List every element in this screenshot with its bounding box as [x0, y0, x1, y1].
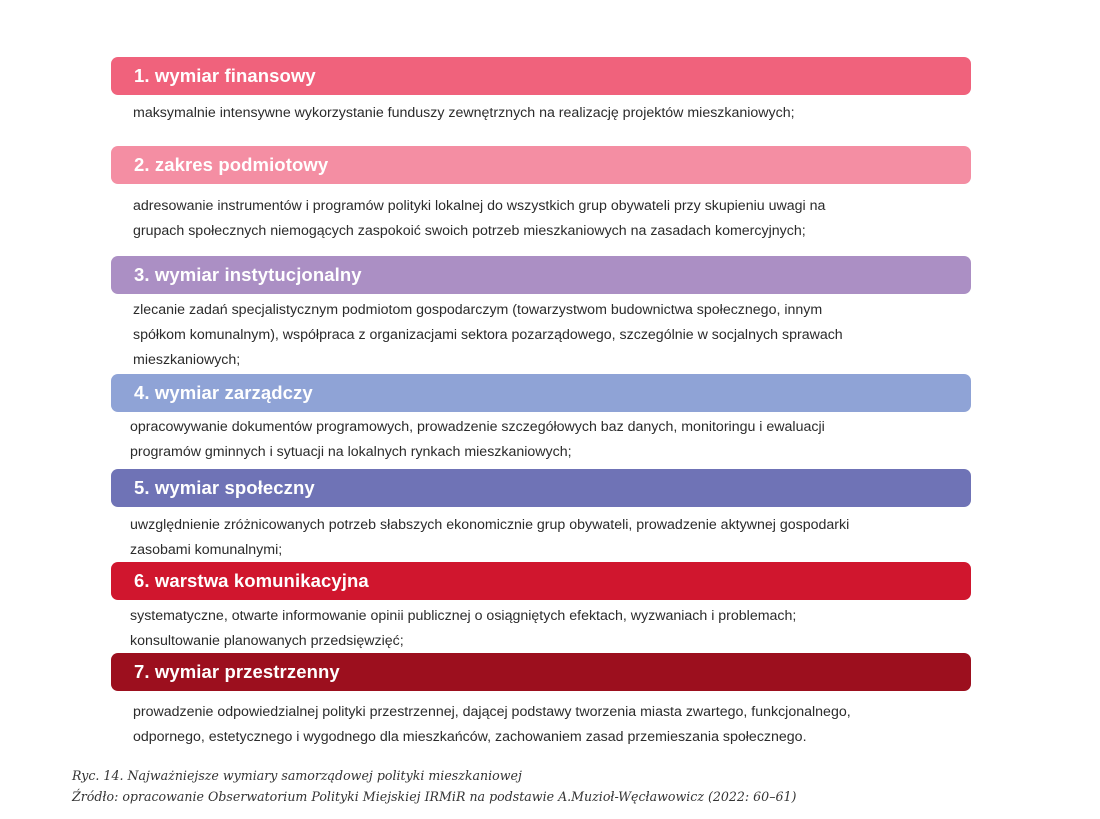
description-line: maksymalnie intensywne wykorzystanie funduszy zewnętrznych na realizację projektów mieszkaniowych;	[133, 105, 795, 121]
dimension-description-5	[111, 513, 971, 563]
description-line: prowadzenie odpowiedzialnej polityki przestrzennej, dającej podstawy tworzenia miasta zwartego, funkcjonalnego,	[133, 704, 851, 720]
description-line: konsultowanie planowanych przedsięwzięć;	[130, 633, 404, 649]
description-line: odpornego, estetycznego i wygodnego dla mieszkańców, zachowaniem zasad przemieszania społecznego.	[133, 729, 807, 745]
figure-source: Źródło: opracowanie Obserwatorium Polityki Miejskiej IRMiR na podstawie A.Muzioł-Węcławowicz (2022: 60–61)	[72, 789, 797, 804]
dimension-description-3	[111, 298, 971, 373]
dimension-header-7: 7. wymiar przestrzenny	[111, 653, 971, 691]
description-line: opracowywanie dokumentów programowych, prowadzenie szczegółowych baz danych, monitoringu i ewaluacji	[130, 419, 825, 435]
dimension-header-6: 6. warstwa komunikacyjna	[111, 562, 971, 600]
dimension-header-4: 4. wymiar zarządczy	[111, 374, 971, 412]
dimension-header-5: 5. wymiar społeczny	[111, 469, 971, 507]
description-line: zasobami komunalnymi;	[130, 542, 283, 558]
dimension-description-6	[111, 604, 971, 654]
dimension-description-4	[111, 415, 971, 465]
description-line: grupach społecznych niemogących zaspokoić swoich potrzeb mieszkaniowych na zasadach komercyjnych;	[133, 223, 806, 239]
description-line: uwzględnienie zróżnicowanych potrzeb słabszych ekonomicznie grup obywateli, prowadzenie aktywnej gospodarki	[130, 517, 850, 533]
description-line: spółkom komunalnym), współpraca z organizacjami sektora pozarządowego, szczególnie w socjalnych sprawach	[133, 327, 843, 343]
figure-caption: Ryc. 14. Najważniejsze wymiary samorządowej polityki mieszkaniowej	[72, 768, 522, 783]
dimension-description-1	[111, 101, 971, 126]
dimension-description-2	[111, 194, 971, 244]
dimension-description-7	[111, 700, 971, 750]
description-line: systematyczne, otwarte informowanie opinii publicznej o osiągniętych efektach, wyzwaniach i problemach;	[130, 608, 797, 624]
dimension-header-3: 3. wymiar instytucjonalny	[111, 256, 971, 294]
description-line: zlecanie zadań specjalistycznym podmiotom gospodarczym (towarzystwom budownictwa społecznego, innym	[133, 302, 823, 318]
description-line: mieszkaniowych;	[133, 352, 241, 368]
description-line: adresowanie instrumentów i programów polityki lokalnej do wszystkich grup obywateli przy skupieniu uwagi na	[133, 198, 826, 214]
dimension-header-2: 2. zakres podmiotowy	[111, 146, 971, 184]
dimension-header-1: 1. wymiar finansowy	[111, 57, 971, 95]
description-line: programów gminnych i sytuacji na lokalnych rynkach mieszkaniowych;	[130, 444, 572, 460]
